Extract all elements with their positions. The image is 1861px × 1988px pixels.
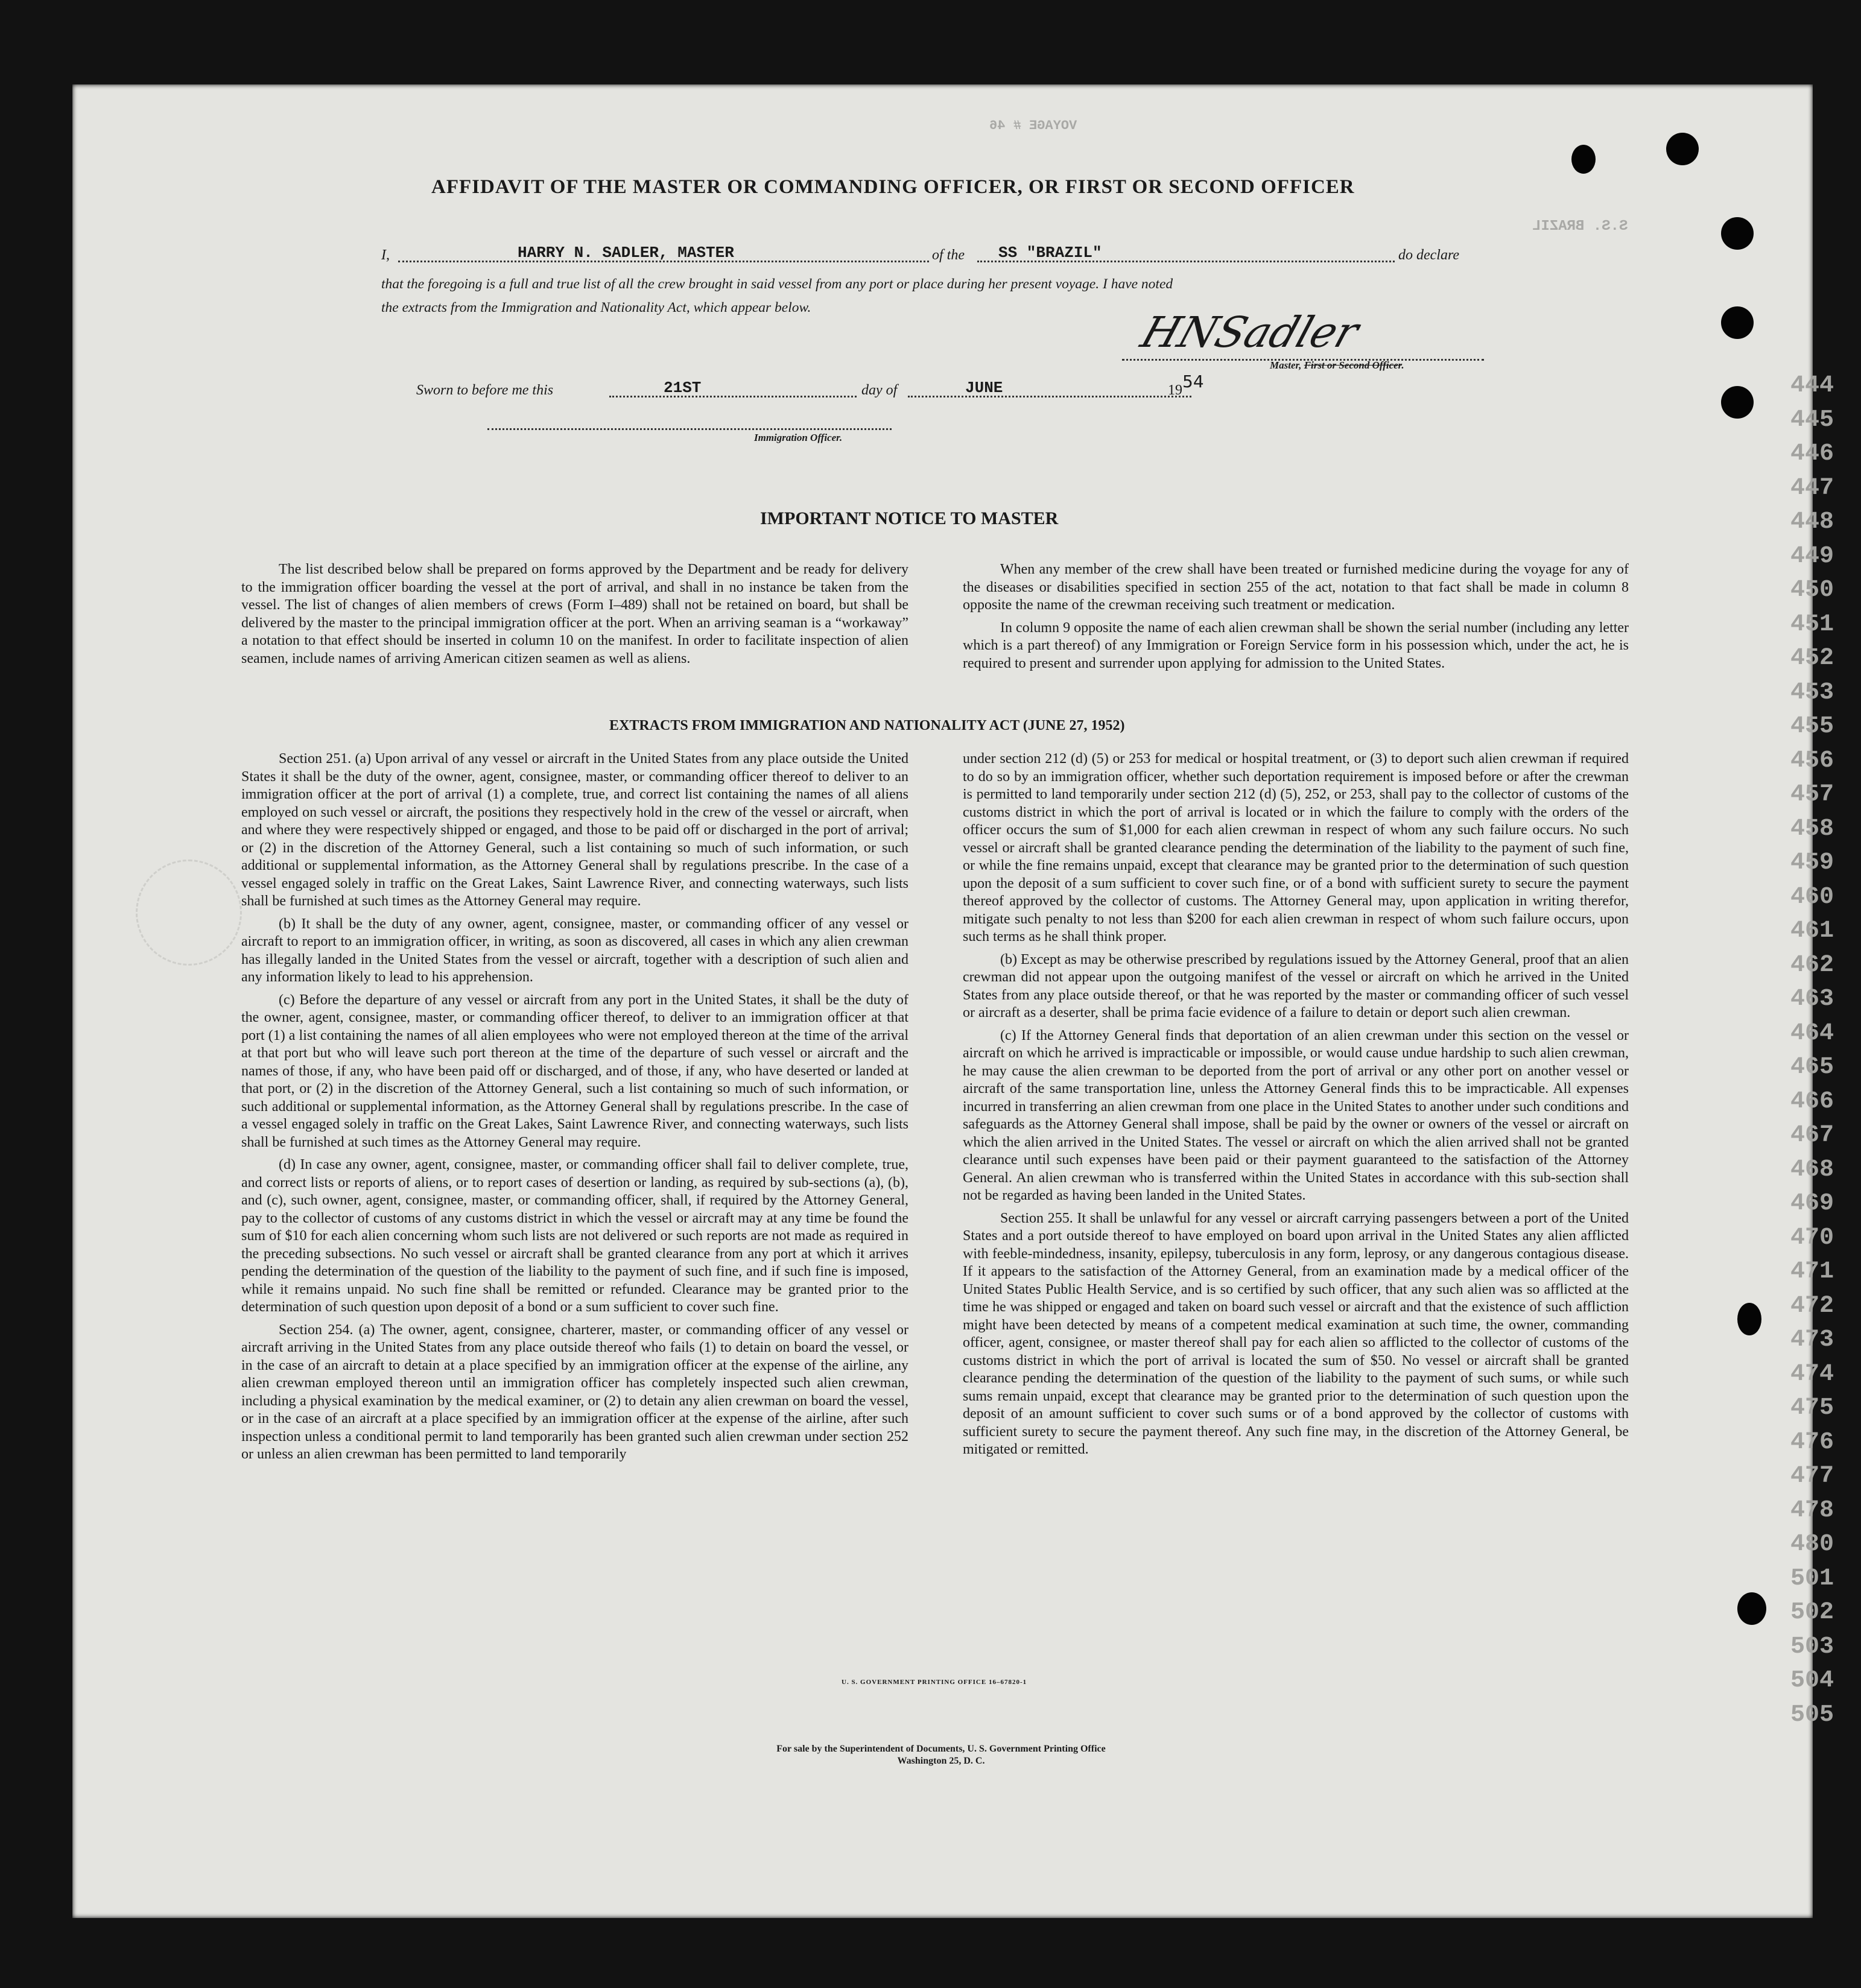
signature-caption: Master, First or Second Officer.: [1270, 359, 1404, 371]
bleed-row-number: 452: [1790, 645, 1834, 672]
bleed-row-number: 447: [1790, 474, 1834, 502]
immigration-officer-line: [487, 428, 892, 430]
bleed-row-number: 476: [1790, 1428, 1834, 1456]
gpo-imprint: U. S. GOVERNMENT PRINTING OFFICE 16–67820-1: [842, 1679, 1027, 1686]
bleed-row-number: 459: [1790, 849, 1834, 876]
punch-hole: [1721, 306, 1754, 339]
bleed-row-number: 503: [1790, 1633, 1834, 1660]
bleed-row-number: 460: [1790, 883, 1834, 911]
extract-section-255: Section 255. It shall be unlawful for any vessel or aircraft carrying passengers between a port of the United States and a port outside thereof to have employed on board upon arrival in the United States any alien afflicted with feeble-mindedness, insanity, epilepsy, tuberculosis in any form, leprosy, or any dangerous contagious disease. If it appears to the satisfaction of the Attorney General, from an examination made by a medical officer of the United States Public Health Service, and is so certified by such officer, that any such alien was so afflicted at the time he was shipped or engaged and taken on board such vessel or aircraft and that the existence of such affliction might have been detected by means of a competent medical examination at such time, the owner, commanding officer, agent, consignee, or master thereof shall pay for each alien so afflicted to the collector of customs of the customs district in which the port of arrival is located the sum of $50. No vessel or aircraft shall be granted clearance pending the determination of the question of the liability to the payment of such sums, or while such sums remain unpaid, except that clearance may be granted prior to the determination of such question upon the deposit of an amount sufficient to cover such sums or of a bond approved by the collector of customs with sufficient surety to secure the payment thereof. Any such fine may, in the discretion of the Attorney General, be mitigated or remitted.: [963, 1210, 1629, 1457]
bleed-row-number: 449: [1790, 542, 1834, 570]
bleed-row-number: 501: [1790, 1565, 1834, 1592]
sworn-month: JUNE: [965, 379, 1003, 397]
punch-hole: [1737, 1303, 1761, 1335]
sworn-day-line: [609, 396, 857, 397]
punch-hole: [1721, 386, 1754, 419]
extract-section-254a: Section 254. (a) The owner, agent, consignee, charterer, master, or commanding officer of any vessel or aircraft arriving in the United States from any place outside thereof who fails (1) to detain on board the vessel, or in the case of an aircraft to detain at a place specified by an immigration officer at the expense of the airline, any alien crewman employed thereon until an immigration officer has completely inspected such alien crewman, including a physical examination by the medical examiner, or (2) to detain any alien crewman on board the vessel, or in the case of an aircraft at a place specified by an immigration officer at the expense of the airline, after such inspection unless a conditional permit to land temporarily has been granted such alien crewman under section 252 or unless an alien crewman has been permitted to land temporarily: [241, 1322, 908, 1462]
do-declare-label: do declare: [1398, 247, 1460, 263]
bleed-row-number: 478: [1790, 1496, 1834, 1524]
signature-caption-struck: First or Second Officer: [1304, 359, 1402, 371]
faded-stamp: [136, 859, 242, 966]
bleed-row-number: 444: [1790, 372, 1834, 399]
notice-right-paragraph-1: When any member of the crew shall have been treated or furnished medicine during the voyage for any of the diseases or disabilities specified in section 255 of the act, notation to that fact shall be made in column 8 opposite the name of the crewman receiving such treatment or medication.: [963, 562, 1629, 613]
i-label: I,: [381, 247, 390, 263]
bleed-row-number: 502: [1790, 1599, 1834, 1626]
bleed-row-number: 473: [1790, 1326, 1834, 1353]
extracts-title: EXTRACTS FROM IMMIGRATION AND NATIONALITY ACT (JUNE 27, 1952): [609, 718, 1125, 733]
notice-left-column: [241, 561, 908, 673]
master-name: HARRY N. SADLER, MASTER: [518, 244, 734, 262]
bleed-row-number: 448: [1790, 508, 1834, 536]
bleed-row-number: 446: [1790, 440, 1834, 467]
bleed-row-number: 463: [1790, 986, 1834, 1013]
sworn-year: [1168, 372, 1204, 399]
bleed-row-number: 504: [1790, 1667, 1834, 1694]
declaration-line-2: that the foregoing is a full and true list of all the crew brought in said vessel from any port or place during her present voyage. I have noted: [381, 276, 1173, 292]
year-suffix: 54: [1182, 372, 1204, 391]
bleed-row-number: 505: [1790, 1701, 1834, 1729]
notice-left-paragraph: The list described below shall be prepared on forms approved by the Department and be ready for delivery to the immigration officer boarding the vessel at the port of arrival, and shall in no instance be taken from the vessel. The list of changes of alien members of crews (Form I–489) shall not be retained on board, but shall be delivered by the master to the principal immigration officer at the port. When an arriving seaman is a “workaway” a notation to that effect should be inserted in column 10 on the manifest. In order to facilitate inspection of alien seamen, include names of arriving American citizen seamen as well as aliens.: [241, 562, 908, 666]
bleed-row-number: 450: [1790, 577, 1834, 604]
extract-section-251c: (c) Before the departure of any vessel or aircraft from any port in the United States, it shall be the duty of the owner, agent, consignee, master, or commanding officer thereof, to deliver to an immigration officer at that port (1) a list containing the names of all alien employees who were not employed thereon at the time of the arrival at that port but who will leave such port thereon at the time of the departure of such vessel or aircraft and the names of those, if any, who have been paid off or discharged, and of those, if any, who have deserted or landed at that port, or (2) in the discretion of the Attorney General, such a list containing so much of such information, or such additional or supplemental information, as the Attorney General shall by regulations prescribe. In the case of a vessel engaged solely in traffic on the Great Lakes, Saint Lawrence River, and connecting waterways, such lists shall be furnished at such times as the Attorney General may require.: [241, 992, 908, 1150]
extract-section-251d: (d) In case any owner, agent, consignee, master, or commanding officer shall fail to deliver complete, true, and correct lists or reports of aliens, or to report cases of desertion or landing, as required by sub-sections (a), (b), and (c), such owner, agent, consignee, master, or commanding officer, shall, if required by the Attorney General, pay to the collector of customs of any customs district in which the vessel or aircraft may at any time be found the sum of $10 for each alien concerning whom such lists are not delivered or such reports are not made as required in the preceding subsections. No such vessel or aircraft shall be granted clearance from any port at which it arrives pending the determination of the question of the liability to the payment of such fine, and if such fine is imposed, while it remains unpaid. No such fine shall be remitted or refunded. Clearance may be granted prior to the determination of such question upon deposit of a bond or a sum sufficient to cover such fine.: [241, 1157, 908, 1315]
bleed-ship: S.S. BRAZIL: [1532, 218, 1628, 235]
bleed-row-number: 458: [1790, 815, 1834, 843]
year-prefix: 19: [1168, 382, 1182, 398]
punch-hole: [1737, 1592, 1766, 1625]
bleed-row-number: 475: [1790, 1394, 1834, 1422]
sworn-month-line: [908, 396, 1191, 397]
bleed-row-number: 470: [1790, 1224, 1834, 1252]
punch-hole: [1666, 133, 1699, 165]
bleed-row-number: 474: [1790, 1360, 1834, 1388]
bleed-row-number: 457: [1790, 781, 1834, 808]
sworn-day: 21ST: [664, 379, 702, 397]
bleed-row-number: 466: [1790, 1087, 1834, 1115]
bleed-row-number: 464: [1790, 1019, 1834, 1047]
bleed-row-number: 461: [1790, 917, 1834, 945]
signature-caption-prefix: Master,: [1270, 359, 1302, 371]
declaration-line-3: the extracts from the Immigration and Nationality Act, which appear below.: [381, 300, 811, 315]
bleed-row-number: 472: [1790, 1292, 1834, 1320]
extract-section-251b: (b) It shall be the duty of any owner, agent, consignee, master, or commanding officer of any vessel or aircraft to report to an immigration officer, in writing, as soon as discovered, all cases in which any alien crewman has illegally landed in the United States from the vessel or aircraft, together with a description of such alien and any information likely to lead to his apprehension.: [241, 916, 908, 985]
extract-section-254c: (c) If the Attorney General finds that deportation of an alien crewman under this section on the vessel or aircraft on which he arrived is impracticable or impossible, or would cause undue hardship to such alien crewman, he may cause the alien crewman to be deported from the port of arrival or any other port on another vessel or aircraft of the same transportation line, unless the Attorney General finds this to be impracticable. All expenses incurred in transferring an alien crewman from one place in the United States to another under such conditions and safeguards as the Attorney General shall impose, shall be paid by the owner or owners of the vessel or aircraft on which the alien arrived in the United States. The vessel or aircraft on which the alien arrived shall not be granted clearance until such expenses have been paid or their payment guaranteed to the satisfaction of the Attorney General. An alien crewman who is transferred within the United States in accordance with this sub-section shall not be regarded as having been landed in the United States.: [963, 1027, 1629, 1203]
extracts-left-column: [241, 750, 908, 1469]
bleed-row-number: 456: [1790, 747, 1834, 774]
extracts-right-column: [963, 750, 1629, 1464]
bleed-row-number: 477: [1790, 1463, 1834, 1490]
notice-right-column: [963, 561, 1629, 677]
day-of-label: day of: [861, 382, 898, 398]
bleed-row-number: 453: [1790, 679, 1834, 706]
sale-line-1: For sale by the Superintendent of Documents, U. S. Government Printing Office: [776, 1744, 1106, 1754]
bleed-row-number: 469: [1790, 1190, 1834, 1217]
of-the-label: of the: [932, 247, 965, 263]
bleed-row-number: 451: [1790, 610, 1834, 638]
bleed-voyage: VOYAGE # 46: [989, 118, 1077, 133]
sale-line-2: Washington 25, D. C.: [897, 1756, 985, 1766]
sworn-label: Sworn to before me this: [416, 382, 554, 398]
affidavit-title: AFFIDAVIT OF THE MASTER OR COMMANDING OFFICER, OR FIRST OR SECOND OFFICER: [431, 176, 1355, 198]
extract-section-251a: Section 251. (a) Upon arrival of any vessel or aircraft in the United States from any place outside the United States it shall be the duty of the owner, agent, consignee, master, or commanding officer thereof to deliver to an immigration officer at the port of arrival (1) a complete, true, and correct list containing the names of all aliens employed on such vessel or aircraft, the positions they respectively hold in the crew of the vessel or aircraft, when and where they were respectively shipped or engaged, and those to be paid off or discharged in the port of arrival; or (2) in the discretion of the Attorney General, such a list containing so much of such information, or such additional or supplemental information, as the Attorney General shall by regulations prescribe. In the case of a vessel engaged solely in traffic on the Great Lakes, Saint Lawrence River, and connecting waterways, such lists shall be furnished at such times as the Attorney General may require.: [241, 751, 908, 909]
notice-title: IMPORTANT NOTICE TO MASTER: [760, 508, 1059, 528]
sale-notice: [639, 1743, 1243, 1767]
extract-section-254a-cont: under section 212 (d) (5) or 253 for medical or hospital treatment, or (3) to deport such alien crewman if required to do so by an immigration officer, whether such deportation requirement is imposed before or after the crewman is permitted to land temporarily under section 212 (d) (5), 252, or 253, shall pay to the collector of customs of the customs district in which the port of arrival is located or in which the failure to comply with the orders of the officer occurs the sum of $1,000 for each alien crewman in respect of whom any such failure occurs. No such vessel or aircraft shall be granted clearance pending the determination of the liability to the payment of such fine, or while the fine remains unpaid, except that clearance may be granted prior to the determination of such question upon the deposit of a sum sufficient to cover such fine, or of a bond with sufficient surety to secure the payment thereof approved by the collector of customs. The Attorney General may, upon application in writing therefor, mitigate such penalty to not less than $200 for each alien crewman in respect of whom such failure occurs, upon such terms as he shall think proper.: [963, 751, 1629, 945]
master-signature: HNSadler: [1135, 308, 1365, 357]
immigration-officer-caption: Immigration Officer.: [754, 432, 843, 443]
bleed-row-number: 468: [1790, 1156, 1834, 1183]
punch-hole: [1571, 145, 1596, 174]
bleed-row-number: 467: [1790, 1122, 1834, 1149]
bleed-row-number: 480: [1790, 1531, 1834, 1558]
notice-right-paragraph-2: In column 9 opposite the name of each alien crewman shall be shown the serial number (including any letter which is a part thereof) of any Immigration or Foreign Service form in his possession which, under the act, he is required to present and surrender upon applying for admission to the United States.: [963, 619, 1629, 671]
bleed-row-number: 465: [1790, 1054, 1834, 1081]
punch-hole: [1721, 217, 1754, 250]
bleed-row-number: 471: [1790, 1258, 1834, 1285]
vessel-name: SS "BRAZIL": [998, 244, 1102, 262]
bleed-row-number: 445: [1790, 406, 1834, 434]
bleed-row-number: 455: [1790, 713, 1834, 740]
bleed-row-number: 462: [1790, 951, 1834, 979]
extract-section-254b: (b) Except as may be otherwise prescribed by regulations issued by the Attorney General, proof that an alien crewman did not appear upon the outgoing manifest of the vessel or aircraft on which he arrived in the United States from any place outside thereof, or that he was reported by the master or commanding officer of such vessel or aircraft as a deserter, shall be prima facie evidence of a failure to detain or deport such alien crewman.: [963, 951, 1629, 1021]
